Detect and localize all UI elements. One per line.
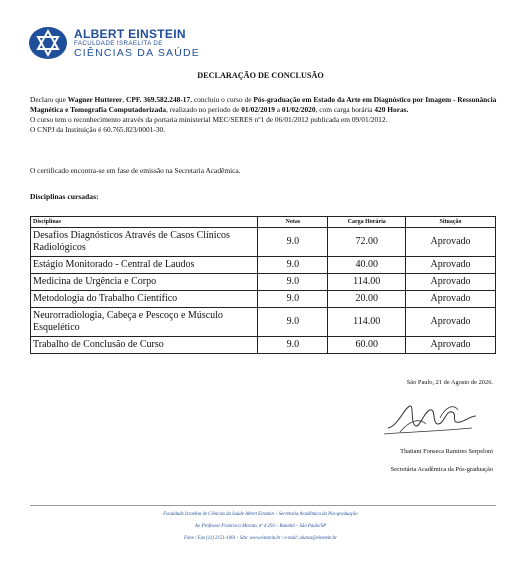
discipline-name: Metodologia do Trabalho Científico <box>31 291 258 308</box>
discipline-status: Aprovado <box>406 337 496 354</box>
logo-line-1: ALBERT EINSTEIN <box>74 26 186 41</box>
header-grades: Notas <box>258 217 328 228</box>
discipline-hours: 40.00 <box>328 257 406 274</box>
document-title: DECLARAÇÃO DE CONCLUSÃO <box>197 71 324 80</box>
footer-divider <box>30 505 496 506</box>
issue-date: São Paulo, 21 de Agosto de 2026. <box>406 379 493 386</box>
table-row <box>31 308 496 337</box>
start-date: 01/02/2019 <box>241 105 275 114</box>
signer-role: Secretária Acadêmica da Pós-graduação <box>390 466 493 473</box>
footer-address: Av. Professor Francisco Morato, nº 4 293 – Butantã – São Paulo/SP <box>194 524 327 529</box>
footer-institution: Faculdade Israelita de Ciências da Saúde Albert Einstein – Secretaria Acadêmica da Pós-graduação <box>163 512 358 517</box>
discipline-status: Aprovado <box>406 291 496 308</box>
header-disciplines: Disciplinas <box>31 217 258 228</box>
student-name: Wagner Hutterer <box>67 95 123 104</box>
declaration-paragraph: Declaro que Wagner Hutterer, CPF. 369.582.248-17, concluiu o curso de Pós-graduação em Estado da Arte em Diagnóstico por Imagem - Ressonância Magnética e Tomografia Computadorizada, realizado no período de 01/02/2019 a 01/02/2020, com carga horária 420 Horas. O curso tem o reconhecimento através da portaria ministerial MEC/SERES nº1 de 06/01/2012 publicada em 09/01/2012. O CNPJ da Instituição é 60.765.823/0001-30. <box>30 95 497 134</box>
discipline-hours: 60.00 <box>328 337 406 354</box>
table-row <box>31 291 496 308</box>
signer-name: Thatiani Fonseca Ramires Serpeloni <box>400 448 493 455</box>
discipline-status: Aprovado <box>406 257 496 274</box>
logo-line-2: FACULDADE ISRAELITA DE <box>74 39 163 47</box>
discipline-name: Desafios Diagnósticos Através de Casos Clínicos Radiológicos <box>31 228 258 257</box>
discipline-name: Estágio Monitorado - Central de Laudos <box>31 257 258 274</box>
discipline-grade: 9.0 <box>258 308 328 337</box>
discipline-hours: 72.00 <box>328 228 406 257</box>
discipline-status: Aprovado <box>406 228 496 257</box>
discipline-grade: 9.0 <box>258 228 328 257</box>
student-cpf: CPF. 369.582.248-17 <box>126 95 191 104</box>
header-hours: Carga Horária <box>328 217 406 228</box>
table-row <box>31 257 496 274</box>
discipline-grade: 9.0 <box>258 291 328 308</box>
table-row <box>31 274 496 291</box>
recognition-line: O curso tem o reconhecimento através da portaria ministerial MEC/SERES nº1 de 06/01/2012 publicada em 09/01/2012. <box>30 115 388 124</box>
handwritten-signature <box>380 398 480 438</box>
table-row <box>31 337 496 354</box>
discipline-grade: 9.0 <box>258 337 328 354</box>
discipline-hours: 20.00 <box>328 291 406 308</box>
discipline-name: Medicina de Urgência e Corpo <box>31 274 258 291</box>
discipline-name: Trabalho de Conclusão de Curso <box>31 337 258 354</box>
discipline-status: Aprovado <box>406 308 496 337</box>
header-status: Situação <box>406 217 496 228</box>
footer-contact: Fone / Fax (11) 2151-1001 - Site: www.einstein.br / e-mail: alunos@einstein.br <box>183 536 338 541</box>
total-hours: 420 Horas. <box>374 105 409 114</box>
end-date: 01/02/2020 <box>281 105 316 114</box>
table-row <box>31 228 496 257</box>
discipline-name: Neurorradiologia, Cabeça e Pescoço e Músculo Esquelético <box>31 308 258 337</box>
course-name: Pós-graduação em Estado da Arte em Diagnóstico por Imagem - Ressonância Magnética e Tomografia Computadorizada <box>30 95 497 114</box>
discipline-hours: 114.00 <box>328 308 406 337</box>
discipline-grade: 9.0 <box>258 274 328 291</box>
discipline-hours: 114.00 <box>328 274 406 291</box>
disciplines-table <box>30 216 496 354</box>
einstein-logo-icon <box>28 26 68 60</box>
discipline-grade: 9.0 <box>258 257 328 274</box>
disciplines-label: Disciplinas cursadas: <box>30 192 99 201</box>
table-header-row <box>31 217 496 228</box>
institution-logo <box>28 26 200 60</box>
certificate-note: O certificado encontra-se em fase de emissão na Secretaria Acadêmica. <box>30 166 241 175</box>
discipline-status: Aprovado <box>406 274 496 291</box>
logo-line-3: CIÊNCIAS DA SAÚDE <box>74 46 201 59</box>
cnpj-line: O CNPJ da Instituição é 60.765.823/0001-30. <box>30 125 166 134</box>
